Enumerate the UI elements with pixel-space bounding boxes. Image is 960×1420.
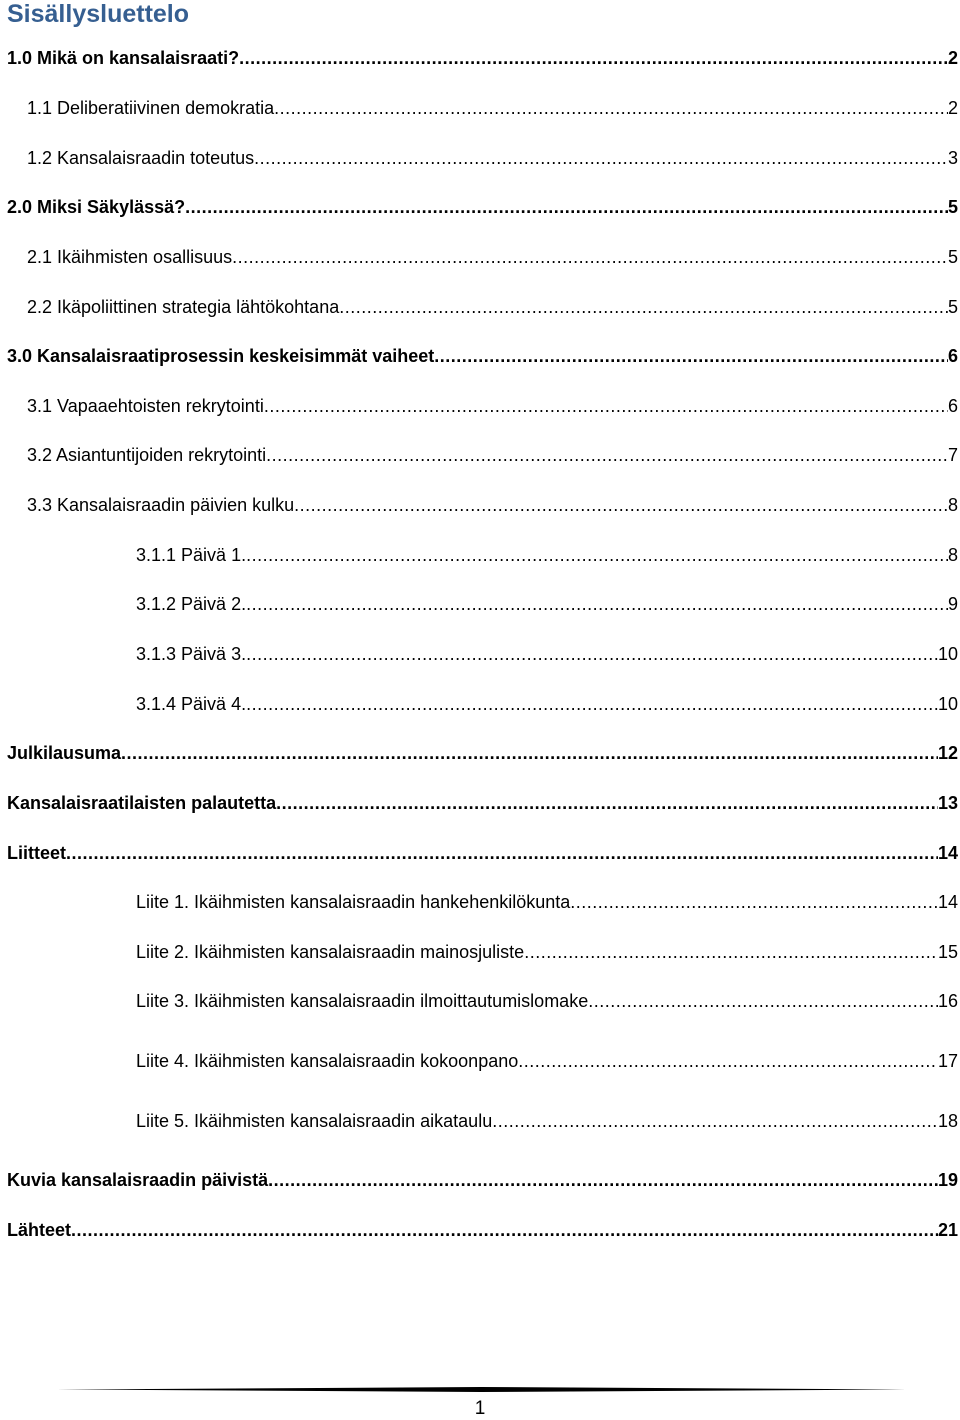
footer-divider <box>56 1387 906 1392</box>
toc-entry-label: Kansalaisraatilaisten palautetta <box>7 793 277 813</box>
toc-entry-liite-5[interactable] <box>136 1110 958 1132</box>
toc-entry-page: 3 <box>947 148 958 168</box>
toc-entry-page: 17 <box>937 1051 958 1071</box>
toc-leader-dots <box>518 1050 938 1072</box>
toc-entry-liite-1[interactable] <box>136 891 958 913</box>
toc-leader-dots <box>266 444 948 466</box>
toc-entry-julkilausuma[interactable] <box>7 742 958 764</box>
toc-entry-page: 13 <box>937 793 958 813</box>
toc-leader-dots <box>524 941 938 963</box>
toc-entry-page: 7 <box>947 445 958 465</box>
toc-entry-1-0[interactable] <box>7 47 958 69</box>
toc-entry-3-1-4[interactable] <box>136 693 958 715</box>
toc-entry-label: Liite 4. Ikäihmisten kansalaisraadin kokoonpano <box>136 1051 519 1071</box>
toc-entry-liite-4[interactable] <box>136 1050 958 1072</box>
toc-entry-label: 2.1 Ikäihmisten osallisuus <box>27 247 233 267</box>
toc-entry-page: 5 <box>947 197 958 217</box>
toc-entry-label: 3.1.4 Päivä 4. <box>136 694 247 714</box>
toc-leader-dots <box>274 97 948 119</box>
toc-entry-label: Liite 5. Ikäihmisten kansalaisraadin aikataulu <box>136 1111 493 1131</box>
toc-leader-dots <box>339 296 948 318</box>
toc-entry-page: 14 <box>937 892 958 912</box>
toc-entry-kuvia[interactable] <box>7 1169 958 1191</box>
toc-entry-liite-2[interactable] <box>136 941 958 963</box>
toc-leader-dots <box>570 891 938 913</box>
toc-entry-page: 8 <box>947 495 958 515</box>
toc-entry-page: 19 <box>937 1170 958 1190</box>
toc-entry-page: 6 <box>947 346 958 366</box>
toc-entry-label: 3.3 Kansalaisraadin päivien kulku <box>27 495 295 515</box>
page-number: 1 <box>474 1398 486 1419</box>
toc-entry-2-0[interactable] <box>7 196 958 218</box>
toc-leader-dots <box>268 1169 938 1191</box>
toc-leader-dots <box>254 147 948 169</box>
toc-entry-label: 3.0 Kansalaisraatiprosessin keskeisimmät vaiheet <box>7 346 435 366</box>
toc-entry-page: 10 <box>937 694 958 714</box>
toc-entry-label: 1.0 Mikä on kansalaisraati? <box>7 48 240 68</box>
toc-entry-label: 3.1 Vapaaehtoisten rekrytointi <box>27 396 264 416</box>
toc-entry-1-2[interactable] <box>27 147 958 169</box>
toc-entry-label: 1.2 Kansalaisraadin toteutus <box>27 148 255 168</box>
toc-entry-label: Liite 2. Ikäihmisten kansalaisraadin mainosjuliste <box>136 942 525 962</box>
toc-entry-3-1[interactable] <box>27 395 958 417</box>
toc-leader-dots <box>264 395 948 417</box>
toc-entry-page: 18 <box>937 1111 958 1131</box>
toc-entry-3-1-1[interactable] <box>136 544 958 566</box>
toc-leader-dots <box>66 842 938 864</box>
toc-entry-label: Julkilausuma <box>7 743 122 763</box>
toc-entry-label: 3.1.2 Päivä 2. <box>136 594 247 614</box>
toc-leader-dots <box>246 693 938 715</box>
toc-entry-3-2[interactable] <box>27 444 958 466</box>
toc-leader-dots <box>232 246 948 268</box>
toc-entry-page: 14 <box>937 843 958 863</box>
toc-entry-label: 3.2 Asiantuntijoiden rekrytointi <box>27 445 267 465</box>
toc-entry-label: Lähteet <box>7 1220 72 1240</box>
toc-entry-page: 16 <box>937 991 958 1011</box>
toc-leader-dots <box>434 345 948 367</box>
toc-entry-3-1-3[interactable] <box>136 643 958 665</box>
toc-entry-3-3[interactable] <box>27 494 958 516</box>
toc-entry-page: 10 <box>937 644 958 664</box>
toc-entry-liitteet[interactable] <box>7 842 958 864</box>
toc-entry-label: Liite 3. Ikäihmisten kansalaisraadin ilmoittautumislomake <box>136 991 589 1011</box>
toc-entry-page: 9 <box>947 594 958 614</box>
toc-leader-dots <box>492 1110 938 1132</box>
toc-leader-dots <box>121 742 938 764</box>
toc-entry-page: 8 <box>947 545 958 565</box>
toc-entry-page: 2 <box>947 48 958 68</box>
toc-entry-1-1[interactable] <box>27 97 958 119</box>
toc-heading: Sisällysluettelo <box>7 0 190 28</box>
toc-entry-page: 21 <box>937 1220 958 1240</box>
toc-entry-label: Liitteet <box>7 843 67 863</box>
toc-entry-label: Kuvia kansalaisraadin päivistä <box>7 1170 269 1190</box>
toc-entry-label: Liite 1. Ikäihmisten kansalaisraadin hankehenkilökunta <box>136 892 571 912</box>
toc-entry-2-2[interactable] <box>27 296 958 318</box>
toc-leader-dots <box>246 593 948 615</box>
toc-leader-dots <box>246 643 938 665</box>
toc-entry-page: 6 <box>947 396 958 416</box>
toc-leader-dots <box>239 47 948 69</box>
toc-entry-lahteet[interactable] <box>7 1219 958 1241</box>
toc-entry-3-1-2[interactable] <box>136 593 958 615</box>
toc-entry-palautetta[interactable] <box>7 792 958 814</box>
toc-leader-dots <box>588 990 938 1012</box>
toc-entry-page: 15 <box>937 942 958 962</box>
toc-leader-dots <box>294 494 948 516</box>
toc-entry-label: 1.1 Deliberatiivinen demokratia <box>27 98 275 118</box>
toc-entry-page: 12 <box>937 743 958 763</box>
toc-entry-page: 5 <box>947 247 958 267</box>
toc-entry-label: 3.1.3 Päivä 3. <box>136 644 247 664</box>
toc-entry-label: 2.0 Miksi Säkylässä? <box>7 197 186 217</box>
toc-entry-3-0[interactable] <box>7 345 958 367</box>
toc-entry-page: 2 <box>947 98 958 118</box>
toc-leader-dots <box>246 544 948 566</box>
toc-entry-liite-3[interactable] <box>136 990 958 1012</box>
toc-entry-label: 3.1.1 Päivä 1. <box>136 545 247 565</box>
toc-entry-2-1[interactable] <box>27 246 958 268</box>
toc-leader-dots <box>71 1219 938 1241</box>
toc-leader-dots <box>185 196 948 218</box>
toc-leader-dots <box>276 792 938 814</box>
toc-entry-page: 5 <box>947 297 958 317</box>
toc-entry-label: 2.2 Ikäpoliittinen strategia lähtökohtana <box>27 297 340 317</box>
